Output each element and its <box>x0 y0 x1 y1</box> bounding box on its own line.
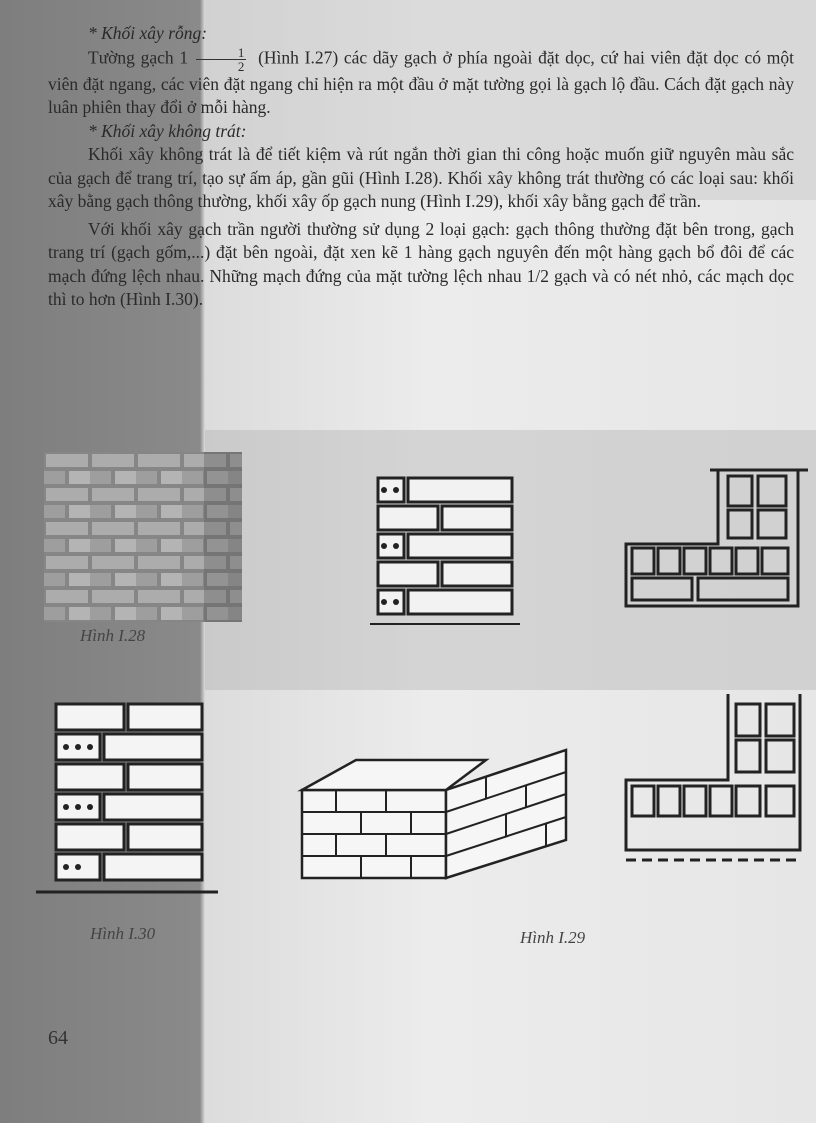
text-content <box>48 22 794 312</box>
figure-caption-i29: Hình I.29 <box>520 928 586 947</box>
paragraph-unplastered-1: Khối xây không trát là để tiết kiệm và rút ngắn thời gian thi công hoặc muốn giữ nguyên màu sắc của gạch để trang trí, tạo sự ấm áp, gần gũi (Hình I.28). Khối xây không trát thường có các loại sau: khối xây bằng gạch thông thường, khối xây ốp gạch nung (Hình I.29), khối xây bằng gạch để trần. <box>48 144 794 211</box>
paragraph-text-start: Tường gạch 1 <box>88 47 189 68</box>
figure-wall-plan-section <box>618 466 808 616</box>
fraction-one-half <box>196 46 247 73</box>
figure-brick-column <box>30 700 220 900</box>
figure-brick-elevation <box>370 474 520 634</box>
section-heading-unplastered-masonry: * Khối xây không trát: <box>88 120 247 141</box>
figure-caption-i30: Hình I.30 <box>90 924 156 943</box>
page-number: 64 <box>48 1027 68 1049</box>
figure-wall-plan-section-2 <box>618 690 808 865</box>
figure-caption-i28: Hình I.28 <box>80 626 146 645</box>
figure-brick-corner-isometric <box>296 730 576 880</box>
paragraph-hollow-masonry <box>48 46 794 120</box>
figure-brick-wall-photo <box>44 452 242 622</box>
fraction-denominator: 2 <box>237 58 245 74</box>
paragraph-unplastered-2: Với khối xây gạch trần người thường sử dụng 2 loại gạch: gạch thông thường đặt bên trong, gạch trang trí (gạch gốm,...) đặt bên ngoài, đặt xen kẽ 1 hàng gạch nguyên đến một hàng gạch bổ đôi để các mạch đứng lệch nhau. Những mạch đứng của mặt tường lệch nhau 1/2 gạch và có nét nhỏ, các mạch dọc thì to hơn (Hình I.30). <box>48 218 794 309</box>
section-heading-hollow-masonry: * Khối xây rỗng: <box>88 23 208 43</box>
fraction-numerator: 1 <box>196 46 247 60</box>
paragraph-text-end: (Hình I.27) các dãy gạch ở phía ngoài đặt dọc, cứ hai viên đặt dọc có một viên đặt ngang, các viên đặt ngang chỉ hiện ra một đầu ở mặt tường gọi là gạch lộ đầu. Cách đặt gạch này luân phiên thay đổi ở mỗi hàng. <box>48 47 794 117</box>
